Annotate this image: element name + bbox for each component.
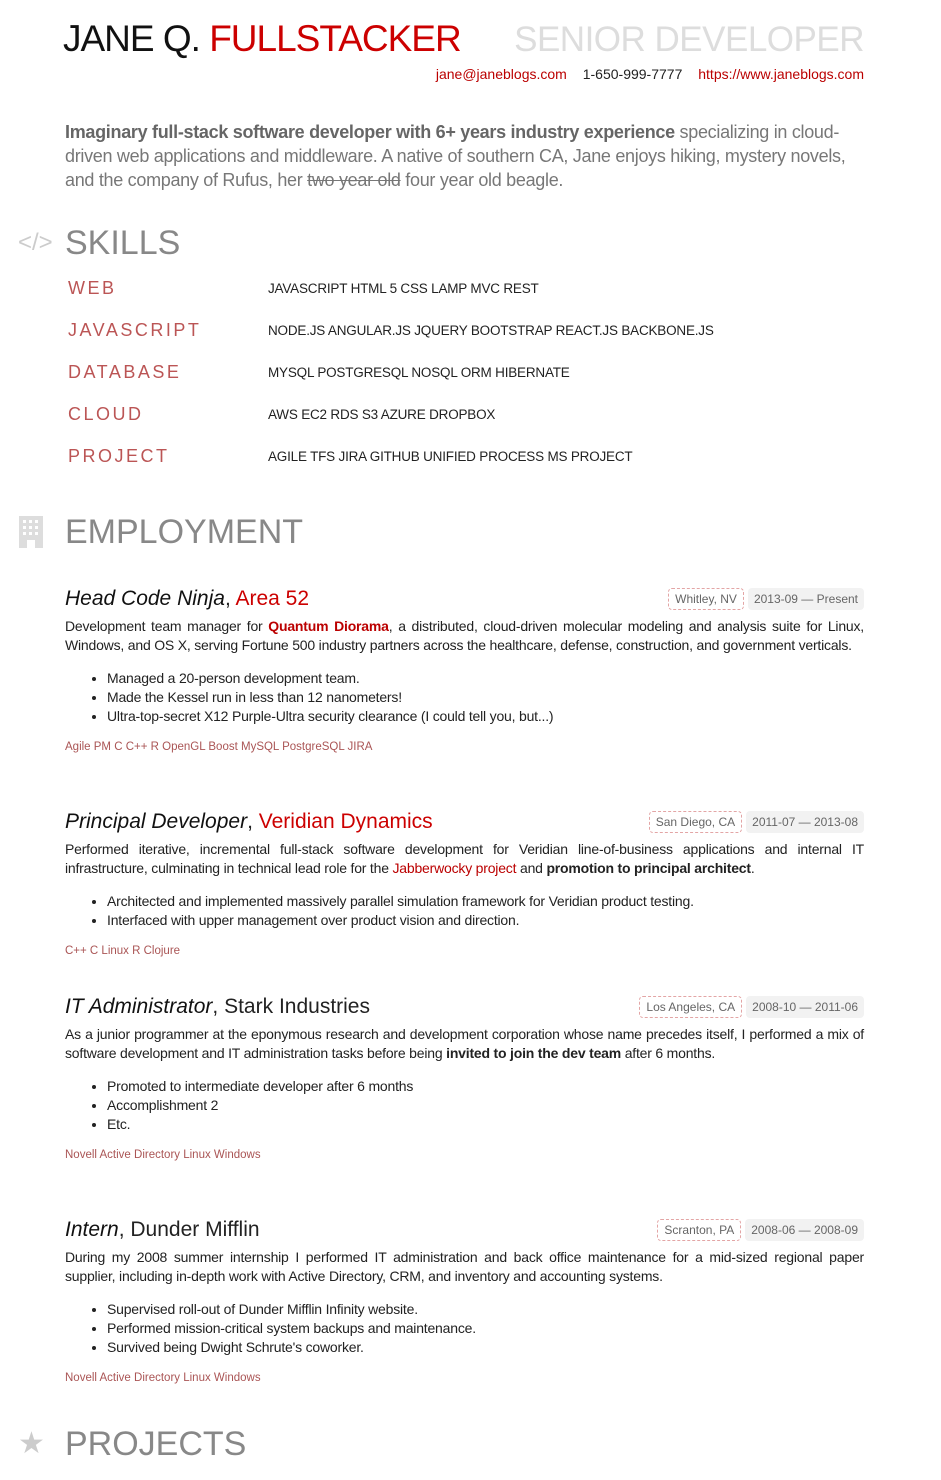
projects-heading: PROJECTS — [65, 1425, 247, 1463]
highlight-item: • Promoted to intermediate developer after 6 months — [107, 1077, 864, 1096]
job-location: Scranton, PA — [657, 1219, 741, 1241]
job-entry — [65, 586, 864, 753]
job-location: Los Angeles, CA — [639, 996, 742, 1018]
description-text: and — [516, 860, 547, 876]
skill-category: WEB — [68, 278, 117, 298]
job-header — [65, 994, 864, 1020]
job-company: Veridian Dynamics — [258, 810, 433, 833]
summary-bold: Imaginary full-stack software developer with 6+ years industry experience — [65, 122, 675, 142]
skills-list — [68, 278, 714, 488]
description-text: During my 2008 summer internship I performed IT administration and back office maintenance for a mid-sized regional paper supplier, including in-depth work with Active Directory, CRM, and inventory and accounting systems. — [65, 1249, 864, 1284]
highlight-item: • Etc. — [107, 1115, 864, 1134]
job-dates: 2013-09 — Present — [748, 588, 864, 610]
job-description — [65, 617, 864, 655]
skill-category: PROJECT — [68, 446, 170, 466]
job-meta — [649, 811, 864, 833]
job-position: IT Administrator — [65, 995, 213, 1018]
job-entry — [65, 809, 864, 957]
highlight-item: • Accomplishment 2 — [107, 1096, 864, 1115]
job-title: Head Code Ninja, Area 52 — [65, 587, 310, 610]
job-dates: 2008-10 — 2011-06 — [746, 996, 864, 1018]
job-location: San Diego, CA — [649, 811, 742, 833]
job-highlights — [107, 1300, 864, 1357]
highlight-item: • Supervised roll-out of Dunder Mifflin Infinity website. — [107, 1300, 864, 1319]
description-text: Performed iterative, incremental full-stack software development for Veridian line-of-business applications and internal IT infrastructure, culminating in technical lead role for the — [65, 841, 864, 876]
highlight-item: • Managed a 20-person development team. — [107, 669, 864, 688]
skill-category: DATABASE — [68, 362, 182, 382]
skill-row — [68, 278, 714, 320]
job-position: Intern — [65, 1218, 119, 1241]
job-position: Principal Developer — [65, 810, 248, 833]
summary-text: specializing in cloud-driven web applications and middleware. A native of southern CA, Jane enjoys hiking, mystery novels, and the company of Rufus, her — [65, 122, 846, 190]
job-description — [65, 840, 864, 878]
job-title: Intern, Dunder Mifflin — [65, 1218, 260, 1241]
skill-row — [68, 362, 714, 404]
highlight-item: • Made the Kessel run in less than 12 nanometers! — [107, 688, 864, 707]
highlight-item: • Architected and implemented massively parallel simulation framework for Veridian product testing. — [107, 892, 864, 911]
job-highlights — [107, 669, 864, 726]
description-text: . — [750, 860, 755, 876]
skill-list: JAVASCRIPT HTML 5 CSS LAMP MVC REST — [268, 281, 539, 296]
first-name: JANE Q. — [63, 18, 200, 59]
employment-heading: EMPLOYMENT — [65, 513, 304, 551]
job-description — [65, 1248, 864, 1286]
skills-heading: SKILLS — [65, 224, 181, 262]
description-text: As a junior programmer at the eponymous research and development corporation whose name precedes itself, I performed a mix of software development and IT administration tasks before being — [65, 1026, 864, 1061]
email-link[interactable]: jane@janeblogs.com — [435, 66, 567, 82]
highlight-item: • Ultra-top-secret X12 Purple-Ultra security clearance (I could tell you, but...) — [107, 707, 864, 726]
description-text: Development team manager for — [65, 618, 269, 634]
job-header — [65, 809, 864, 835]
description-text: Quantum Diorama — [268, 618, 389, 634]
last-name: FULLSTACKER — [209, 18, 461, 59]
summary-struck: two year old — [307, 170, 401, 190]
skill-list: MYSQL POSTGRESQL NOSQL ORM HIBERNATE — [268, 365, 570, 380]
website-link[interactable]: https://www.janeblogs.com — [698, 66, 864, 82]
job-keywords: Agile PM C C++ R OpenGL Boost MySQL PostgreSQL JIRA — [65, 741, 373, 753]
description-text: invited to join the dev team — [446, 1045, 621, 1061]
job-meta — [657, 1219, 864, 1241]
job-highlights — [107, 1077, 864, 1134]
job-description — [65, 1025, 864, 1063]
summary — [65, 120, 855, 192]
job-position: Head Code Ninja — [65, 587, 225, 610]
job-company: Dunder Mifflin — [130, 1218, 260, 1241]
job-role: SENIOR DEVELOPER — [514, 20, 864, 59]
job-entry — [65, 994, 864, 1161]
contact-info — [424, 66, 864, 82]
highlight-item: • Survived being Dwight Schrute's coworker. — [107, 1338, 864, 1357]
project-link[interactable]: Jabberwocky project — [392, 860, 517, 876]
job-company: Stark Industries — [224, 995, 370, 1018]
highlight-item: • Interfaced with upper management over product vision and direction. — [107, 911, 864, 930]
star-icon: ★ — [18, 1427, 45, 1460]
skill-category: CLOUD — [68, 404, 144, 424]
job-entry — [65, 1217, 864, 1384]
job-dates: 2008-06 — 2008-09 — [745, 1219, 864, 1241]
code-icon: </> — [18, 229, 53, 256]
skill-row — [68, 404, 714, 446]
job-title: IT Administrator, Stark Industries — [65, 995, 370, 1018]
job-dates: 2011-07 — 2013-08 — [746, 811, 864, 833]
job-keywords: Novell Active Directory Linux Windows — [65, 1372, 261, 1384]
job-location: Whitley, NV — [668, 588, 744, 610]
job-title: Principal Developer, Veridian Dynamics — [65, 810, 433, 833]
building-icon — [18, 516, 44, 555]
skill-list: NODE.JS ANGULAR.JS JQUERY BOOTSTRAP REACT.JS BACKBONE.JS — [268, 323, 714, 338]
description-text: , a distributed, cloud-driven molecular modeling and analysis suite for Linux, Windows, and OS X, serving Fortune 500 industry partners across the healthcare, defense, construction, and government verticals. — [65, 618, 864, 653]
summary-text-end: four year old beagle. — [400, 170, 564, 190]
description-text: promotion to principal architect — [546, 860, 751, 876]
job-keywords: Novell Active Directory Linux Windows — [65, 1149, 261, 1161]
skill-list: AWS EC2 RDS S3 AZURE DROPBOX — [268, 407, 496, 422]
skill-row — [68, 446, 714, 488]
job-header — [65, 1217, 864, 1243]
skill-category: JAVASCRIPT — [68, 320, 202, 340]
description-text: after 6 months. — [621, 1045, 716, 1061]
job-company: Area 52 — [235, 587, 310, 610]
job-meta — [668, 588, 864, 610]
job-keywords: C++ C Linux R Clojure — [65, 945, 181, 957]
job-header — [65, 586, 864, 612]
skill-row — [68, 320, 714, 362]
phone: 1-650-999-7777 — [582, 66, 683, 82]
job-highlights — [107, 892, 864, 930]
candidate-name — [63, 18, 461, 60]
highlight-item: • Performed mission-critical system backups and maintenance. — [107, 1319, 864, 1338]
job-meta — [639, 996, 864, 1018]
skill-list: AGILE TFS JIRA GITHUB UNIFIED PROCESS MS PROJECT — [268, 449, 633, 464]
